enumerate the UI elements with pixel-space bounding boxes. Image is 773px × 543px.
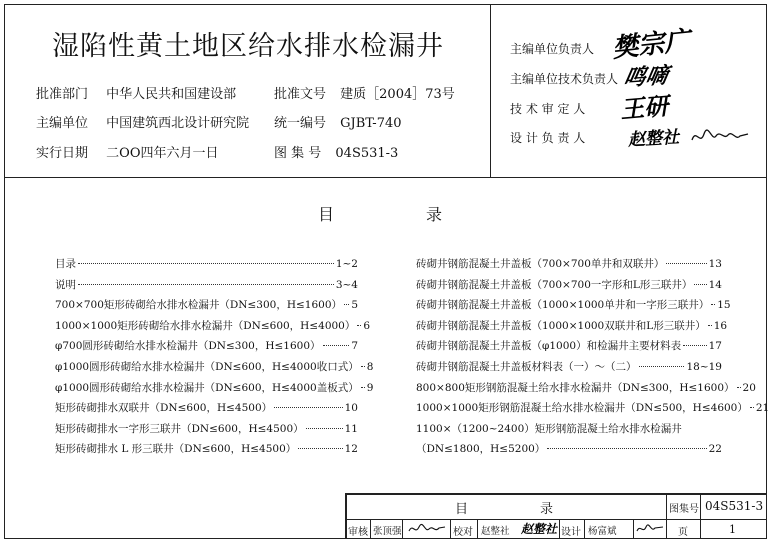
checker-signature: 赵整社 [521,522,558,536]
toc-entry [416,421,722,442]
toc-entry-page: 12 [344,443,358,456]
toc-entry-leader [357,325,361,326]
toc-entry-leader [708,325,712,326]
toc-entry-label: 说明 [55,278,76,291]
review-label: 审核 [348,527,368,538]
toc-entry [55,338,358,359]
toc-entry-page: 15 [717,299,731,312]
checker-name: 赵整社 [481,526,510,537]
toc-entry [416,380,756,401]
toc-entry [55,256,358,277]
toc-entry-page: 1~2 [335,258,358,270]
toc-entry-label: 矩形砖砌排水 L 形三联井（DN≤600，H≤4500） [55,443,297,456]
page-label: 页 [678,527,688,538]
toc-entry-leader [750,407,754,408]
tech-reviewer-signature: 王研 [619,90,670,125]
title-block-name-left: 目 [455,502,469,517]
toc-entry-label: 砖砌井钢筋混凝土井盖板（1000×1000双联井和L形三联井） [416,319,706,332]
toc-entry [416,318,728,339]
toc-entry-page: 10 [344,402,358,415]
toc-entry-page: 20 [742,381,756,394]
toc-entry-leader [298,448,342,449]
toc-entry-label: 矩形砖砌排水双联井（DN≤600，H≤4500） [55,402,273,415]
approve-doc-value: 建质［2004］73号 [340,87,455,102]
editor-unit-label: 主编单位 [36,116,89,131]
toc-entry [55,380,374,401]
toc-entry-page: 7 [351,340,358,353]
check-label: 校对 [453,527,473,538]
toc-entry [416,400,770,421]
atlas-no-label: 图 集 号 [274,146,322,161]
toc-entry [55,277,358,298]
toc-entry-leader [694,284,706,285]
toc-entry [55,441,358,462]
title-block-atlas-value: 04S531-3 [705,499,764,513]
toc-entry-leader [78,263,334,264]
toc-entry-leader [274,407,343,408]
toc-entry-page: 17 [708,340,722,353]
toc-entry-leader [361,387,365,388]
unit-head-label: 主编单位负责人 [510,42,595,56]
tech-head-signature: 鸣嘀 [621,62,671,92]
toc-entry-label: φ1000圆形砖砌给水排水检漏井（DN≤600，H≤4000收口式） [55,360,359,373]
toc-entry-leader [737,387,741,388]
title-block-name-right: 录 [540,502,554,517]
toc-entry-page: 18~19 [686,360,722,373]
toc-entry-leader [323,345,350,346]
toc-entry [55,400,358,421]
toc-entry [55,359,374,380]
toc-entry-page: 8 [366,360,374,373]
unified-no-value: GJBT-740 [340,116,402,131]
toc-title-left: 目 [318,205,336,224]
toc-entry-label: 1000×1000矩形砖砌给水排水检漏井（DN≤600，H≤4000） [55,319,356,332]
toc-entry-label: 砖砌井钢筋混凝土井盖板（700×700一字形和L形三联井） [416,278,693,291]
toc-entry-page: 5 [351,299,358,312]
effective-date-label: 实行日期 [36,146,89,161]
toc-entry-page: 11 [344,422,358,435]
toc-entry-leader [547,448,706,449]
toc-entry [416,338,722,359]
toc-entry-label: 砖砌井钢筋混凝土井盖板（700×700单井和双联井） [416,258,665,270]
page-value: 1 [729,523,736,536]
effective-date-row [36,142,218,161]
design-head-label: 设 计 负 责 人 [510,131,586,145]
unified-no-row [274,112,402,131]
toc-entry-page: 13 [708,258,722,270]
toc-entry-page: 3~4 [335,278,358,291]
toc-entry [55,421,358,442]
editor-unit-row [36,112,249,131]
document-title: 湿陷性黄土地区给水排水检漏井 [52,31,444,62]
atlas-no-value: 04S531-3 [335,146,399,161]
toc-entry-leader [306,428,343,429]
toc-entry-leader [711,304,715,305]
toc-entry [416,297,731,318]
tech-head-label: 主编单位技术负责人 [510,72,619,86]
approve-dept-row [36,83,236,102]
toc-entry-leader [666,263,706,264]
toc-entry-page: 6 [363,319,371,332]
toc-entry-label: 砖砌井钢筋混凝土井盖板材料表（一）～（二） [416,360,637,373]
toc-title-right: 录 [426,205,444,224]
toc-entry-leader [639,366,685,367]
reviewer-name: 张顶强 [373,526,402,537]
toc-entry-leader [361,366,365,367]
toc-entry-leader [78,284,334,285]
design-label: 设计 [561,527,581,538]
title-block [345,493,767,539]
toc-entry-label: 800×800矩形钢筋混凝土给水排水检漏井（DN≤300，H≤1600） [416,381,735,394]
approve-dept-value: 中华人民共和国建设部 [106,87,237,102]
approve-dept-label: 批准部门 [36,87,89,102]
toc-entry-page: 16 [713,319,728,332]
toc-entry-page: 14 [708,278,722,291]
approve-doc-row [274,83,455,102]
toc-entry-label: φ1000圆形砖砌给水排水检漏井（DN≤600，H≤4000盖板式） [55,381,359,394]
toc-entry [55,297,358,318]
toc-entry-label: 1000×1000矩形钢筋混凝土给水排水检漏井（DN≤500，H≤4600） [416,402,748,415]
handwritten-signature-scribble [690,126,750,148]
header-vertical-divider [490,4,491,178]
toc-entry-label: 砖砌井钢筋混凝土井盖板（1000×1000单井和一字形三联井） [416,299,710,312]
toc-entry-label: φ700圆形砖砌给水排水检漏井（DN≤300，H≤1600） [55,340,321,353]
toc-entry [416,359,722,380]
toc-entry-label: 目录 [55,258,76,270]
header-divider [4,177,767,178]
atlas-no-row [274,142,398,161]
toc-entry [416,256,722,277]
designer-signature-scribble [635,521,665,537]
toc-entry-label: 1100×（1200~2400）矩形钢筋混凝土给水排水检漏井 [416,422,682,435]
toc-entry-label: 砖砌井钢筋混凝土井盖板（φ1000）和检漏井主要材料表 [416,340,682,353]
toc-entry-page: 9 [366,381,374,394]
editor-unit-value: 中国建筑西北设计研究院 [106,116,250,131]
toc-entry-page: 22 [708,443,722,456]
effective-date-value: 二OO四年六月一日 [106,146,219,161]
toc-entry [416,441,722,462]
design-head-signature: 赵整社 [627,127,680,151]
toc-entry-leader [344,304,349,305]
approve-doc-label: 批准文号 [274,87,327,102]
toc-entry-label: 矩形砖砌排水一字形三联井（DN≤600，H≤4500） [55,422,304,435]
toc-entry-label: 700×700矩形砖砌给水排水检漏井（DN≤300，H≤1600） [55,299,343,312]
toc-right-column [416,256,770,462]
toc-entry [416,277,722,298]
reviewer-signature-scribble [407,521,447,537]
toc-entry-page: 21 [755,402,770,415]
title-block-atlas-label: 图集号 [669,504,699,515]
toc-entry-label: （DN≤1800，H≤5200） [416,443,546,456]
designer-name: 杨富斌 [588,526,617,537]
unit-head-signature: 樊宗广 [610,25,692,64]
toc-entry [55,318,371,339]
unified-no-label: 统一编号 [274,116,327,131]
tech-reviewer-label: 技 术 审 定 人 [510,102,586,116]
toc-left-column [55,256,374,462]
toc-entry-leader [683,345,707,346]
